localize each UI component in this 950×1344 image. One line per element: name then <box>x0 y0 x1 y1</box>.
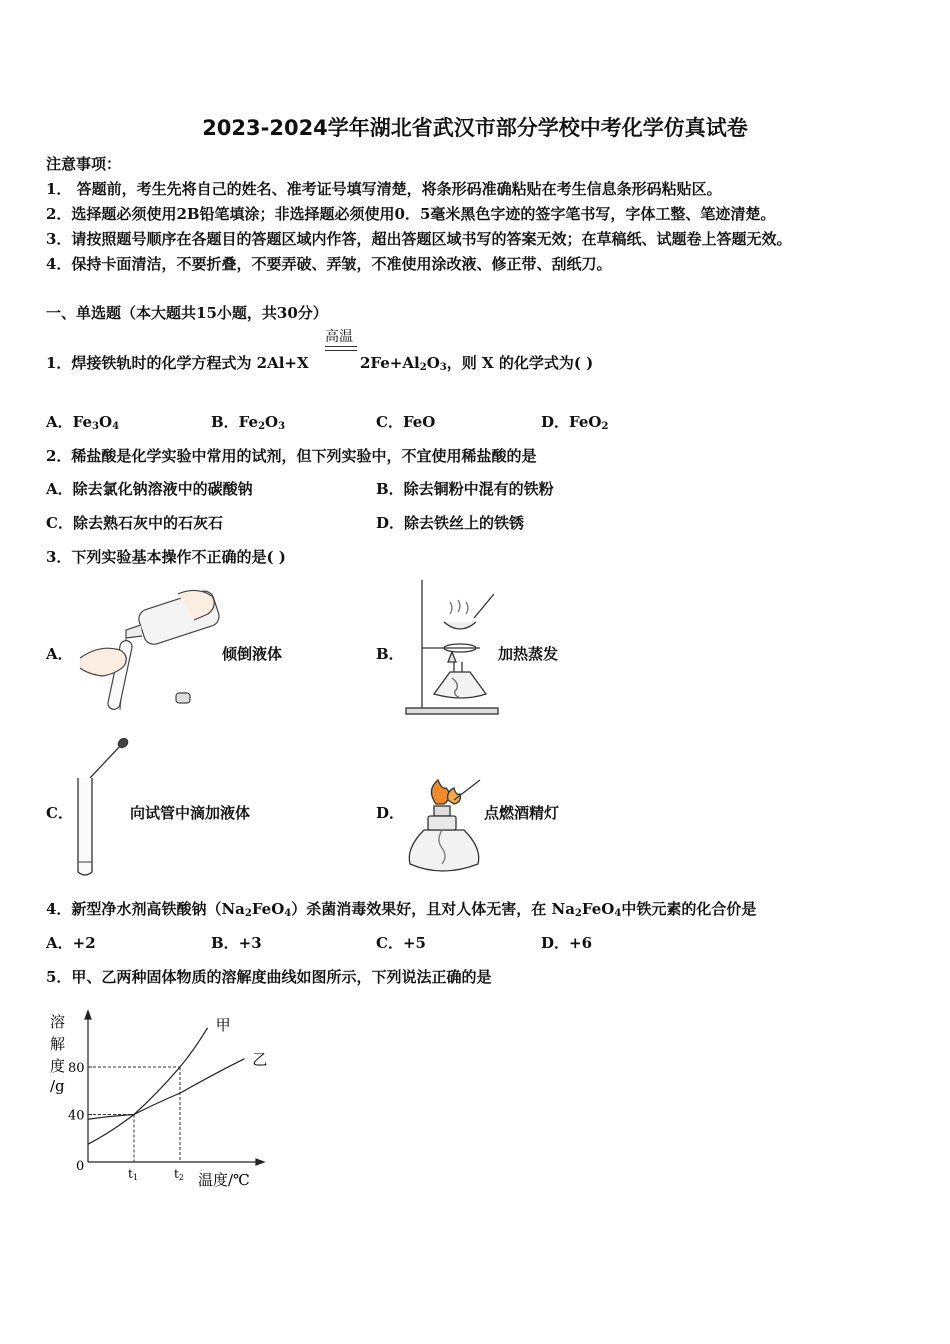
q3-option-a-caption: 倾倒液体 <box>222 645 283 663</box>
q2-stem: 2．稀盐酸是化学实验中常用的试剂，但下列实验中，不宜使用稀盐酸的是 <box>46 447 537 465</box>
q1-condition: 高温 <box>325 329 353 345</box>
q4-option-d: D．+6 <box>541 934 593 952</box>
y-tick-label: 80 <box>68 1061 85 1076</box>
lighting-alcohol-lamp-illustration <box>404 778 484 880</box>
q3-option-c-caption: 向试管中滴加液体 <box>130 804 251 822</box>
y-tick-label: 40 <box>68 1108 85 1124</box>
x-tick-label: t1 <box>128 1167 138 1182</box>
y-axis-label-char: 解 <box>50 1035 66 1053</box>
evaporation-setup-illustration <box>400 578 502 718</box>
series-line-jia <box>88 1028 208 1144</box>
q1-option-b: B．$Fe_2O_3$ <box>211 413 286 432</box>
y-axis-label-char: 度 <box>50 1057 66 1075</box>
notice-heading: 注意事项： <box>46 155 122 173</box>
q2-option-a: A．除去氯化钠溶液中的碳酸钠 <box>46 480 253 498</box>
y-axis-label-char: 溶 <box>50 1013 66 1031</box>
q3-option-c-letter: C． <box>46 804 73 822</box>
notice-item: 3．请按照题号顺序在各题目的答题区域内作答，超出答题区域书写的答案无效；在草稿纸、试题卷上答题无效。 <box>46 230 792 248</box>
q3-option-d-letter: D． <box>376 804 405 822</box>
y-axis-label-char: /g <box>50 1077 65 1095</box>
q1-option-c: C．FeO <box>376 413 436 431</box>
q4-option-c: C．+5 <box>376 934 426 952</box>
x-tick-label: t2 <box>174 1167 184 1182</box>
q4-option-a: A．+2 <box>46 934 96 952</box>
y-axis-arrow-icon <box>85 1011 91 1019</box>
q2-option-c: C．除去熟石灰中的石灰石 <box>46 514 223 532</box>
series-label: 乙 <box>252 1050 268 1069</box>
x-axis-label: 温度/℃ <box>198 1171 250 1189</box>
pouring-liquid-illustration <box>78 580 223 715</box>
notice-item: 2．选择题必须使用2B铅笔填涂；非选择题必须使用0．5毫米黑色字迹的签字笔书写，字体工整、笔迹清楚。 <box>46 205 776 223</box>
q3-stem: 3．下列实验基本操作不正确的是( ) <box>46 548 286 566</box>
q4-option-b: B．+3 <box>211 934 262 952</box>
page-title: 2023-2024学年湖北省武汉市部分学校中考化学仿真试卷 <box>202 116 748 140</box>
q1-option-d: D．FeO$_2$ <box>541 413 609 432</box>
q1-option-a: A．$Fe_3O_4$ <box>46 413 120 432</box>
q3-option-d-caption: 点燃酒精灯 <box>484 804 560 822</box>
q5-stem: 5．甲、乙两种固体物质的溶解度曲线如图所示，下列说法正确的是 <box>46 968 492 986</box>
solubility-chart <box>40 1005 280 1195</box>
equals-sign-icon <box>325 346 357 351</box>
q2-option-d: D．除去铁丝上的铁锈 <box>376 514 525 532</box>
notice-item: 1． 答题前，考生先将自己的姓名、准考证号填写清楚，将条形码准确粘贴在考生信息条形码粘贴区。 <box>46 180 722 198</box>
q3-option-a-letter: A． <box>46 645 73 663</box>
q2-option-b: B．除去铜粉中混有的铁粉 <box>376 480 554 498</box>
q4-stem: 4．新型净水剂高铁酸钠$(Na_2FeO_4)$杀菌消毒效果好，且对人体无害，在 $Na_2FeO_4$中铁元素的化合价是 <box>46 900 757 919</box>
notice-item: 4．保持卡面清洁，不要折叠，不要弄破、弄皱，不准使用涂改液、修正带、刮纸刀。 <box>46 255 612 273</box>
x-axis-arrow-icon <box>256 1159 264 1165</box>
q1-equation-products: $2Fe+Al_2O_3$，则 X 的化学式为( ) <box>360 354 594 373</box>
y-tick-label: 0 <box>76 1159 85 1174</box>
q3-option-b-caption: 加热蒸发 <box>498 645 559 663</box>
series-line-yi <box>88 1059 244 1120</box>
section-heading: 一、单选题（本大题共15小题，共30分） <box>46 304 328 322</box>
q1-stem-prefix: 1．焊接铁轨时的化学方程式为 2Al+X <box>46 354 309 372</box>
dropping-liquid-illustration <box>72 738 132 880</box>
series-label: 甲 <box>215 1015 231 1034</box>
q3-option-b-letter: B． <box>376 645 404 663</box>
